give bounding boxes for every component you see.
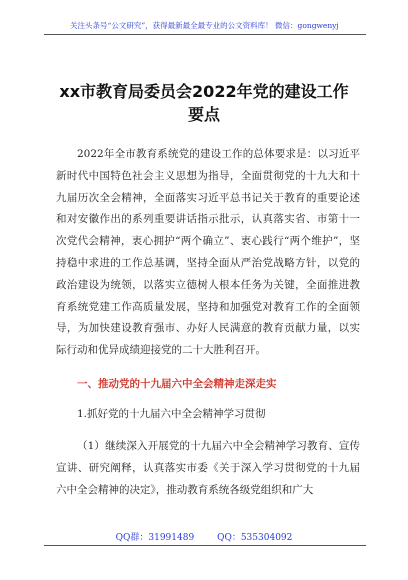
- header-divider: [44, 34, 366, 35]
- section-subheading: 1.抓好党的十九届六中全会精神学习贯彻: [77, 408, 266, 420]
- header-banner-text: 关注头条号“公文研究”，获得最新最全最专业的公文资料库！ 微信：gongwenyj: [70, 21, 339, 30]
- section-paragraph: （1）继续深入开展党的十九届六中全会精神学习教育、宣传宣讲、研究阐释，认真落实市委《关于深入学习贯彻党的十九届六中全会精神的决定》，推动教育系统各级党组织和广大: [56, 440, 360, 496]
- footer-qq: QQ：535304092: [217, 533, 293, 543]
- document-title: xx市教育局委员会2022年党的建设工作要点: [59, 82, 349, 124]
- footer-contact: [0, 530, 408, 543]
- section-heading: 一、推动党的十九届六中全会精神走深走实: [77, 378, 277, 390]
- footer-divider: [44, 545, 366, 546]
- footer-qq-group: QQ群：31991489: [115, 533, 195, 543]
- intro-paragraph: 2022年全市教育系统党的建设工作的总体要求是：以习近平新时代中国特色社会主义思想为指导，全面贯彻党的十九大和十九届历次全会精神，全面落实习近平总书记关于教育的重要论述和对安徽作出的系列重要讲话指示批示，认真落实省、市第十一次党代会精神，衷心拥护“两个确立”、衷心践行“两个维护”，坚持稳中求进的工作总基调，坚持全面从严治党战略方针，以党的政治建设为统领，以落实立德树人根本任务为关键，全面推进教育系统党建工作高质量发展，坚持和加强党对教育工作的全面领导，为加快建设教育强市、办好人民满意的教育贡献力量，以实际行动和优异成绩迎接党的二十大胜利召开。: [56, 148, 360, 357]
